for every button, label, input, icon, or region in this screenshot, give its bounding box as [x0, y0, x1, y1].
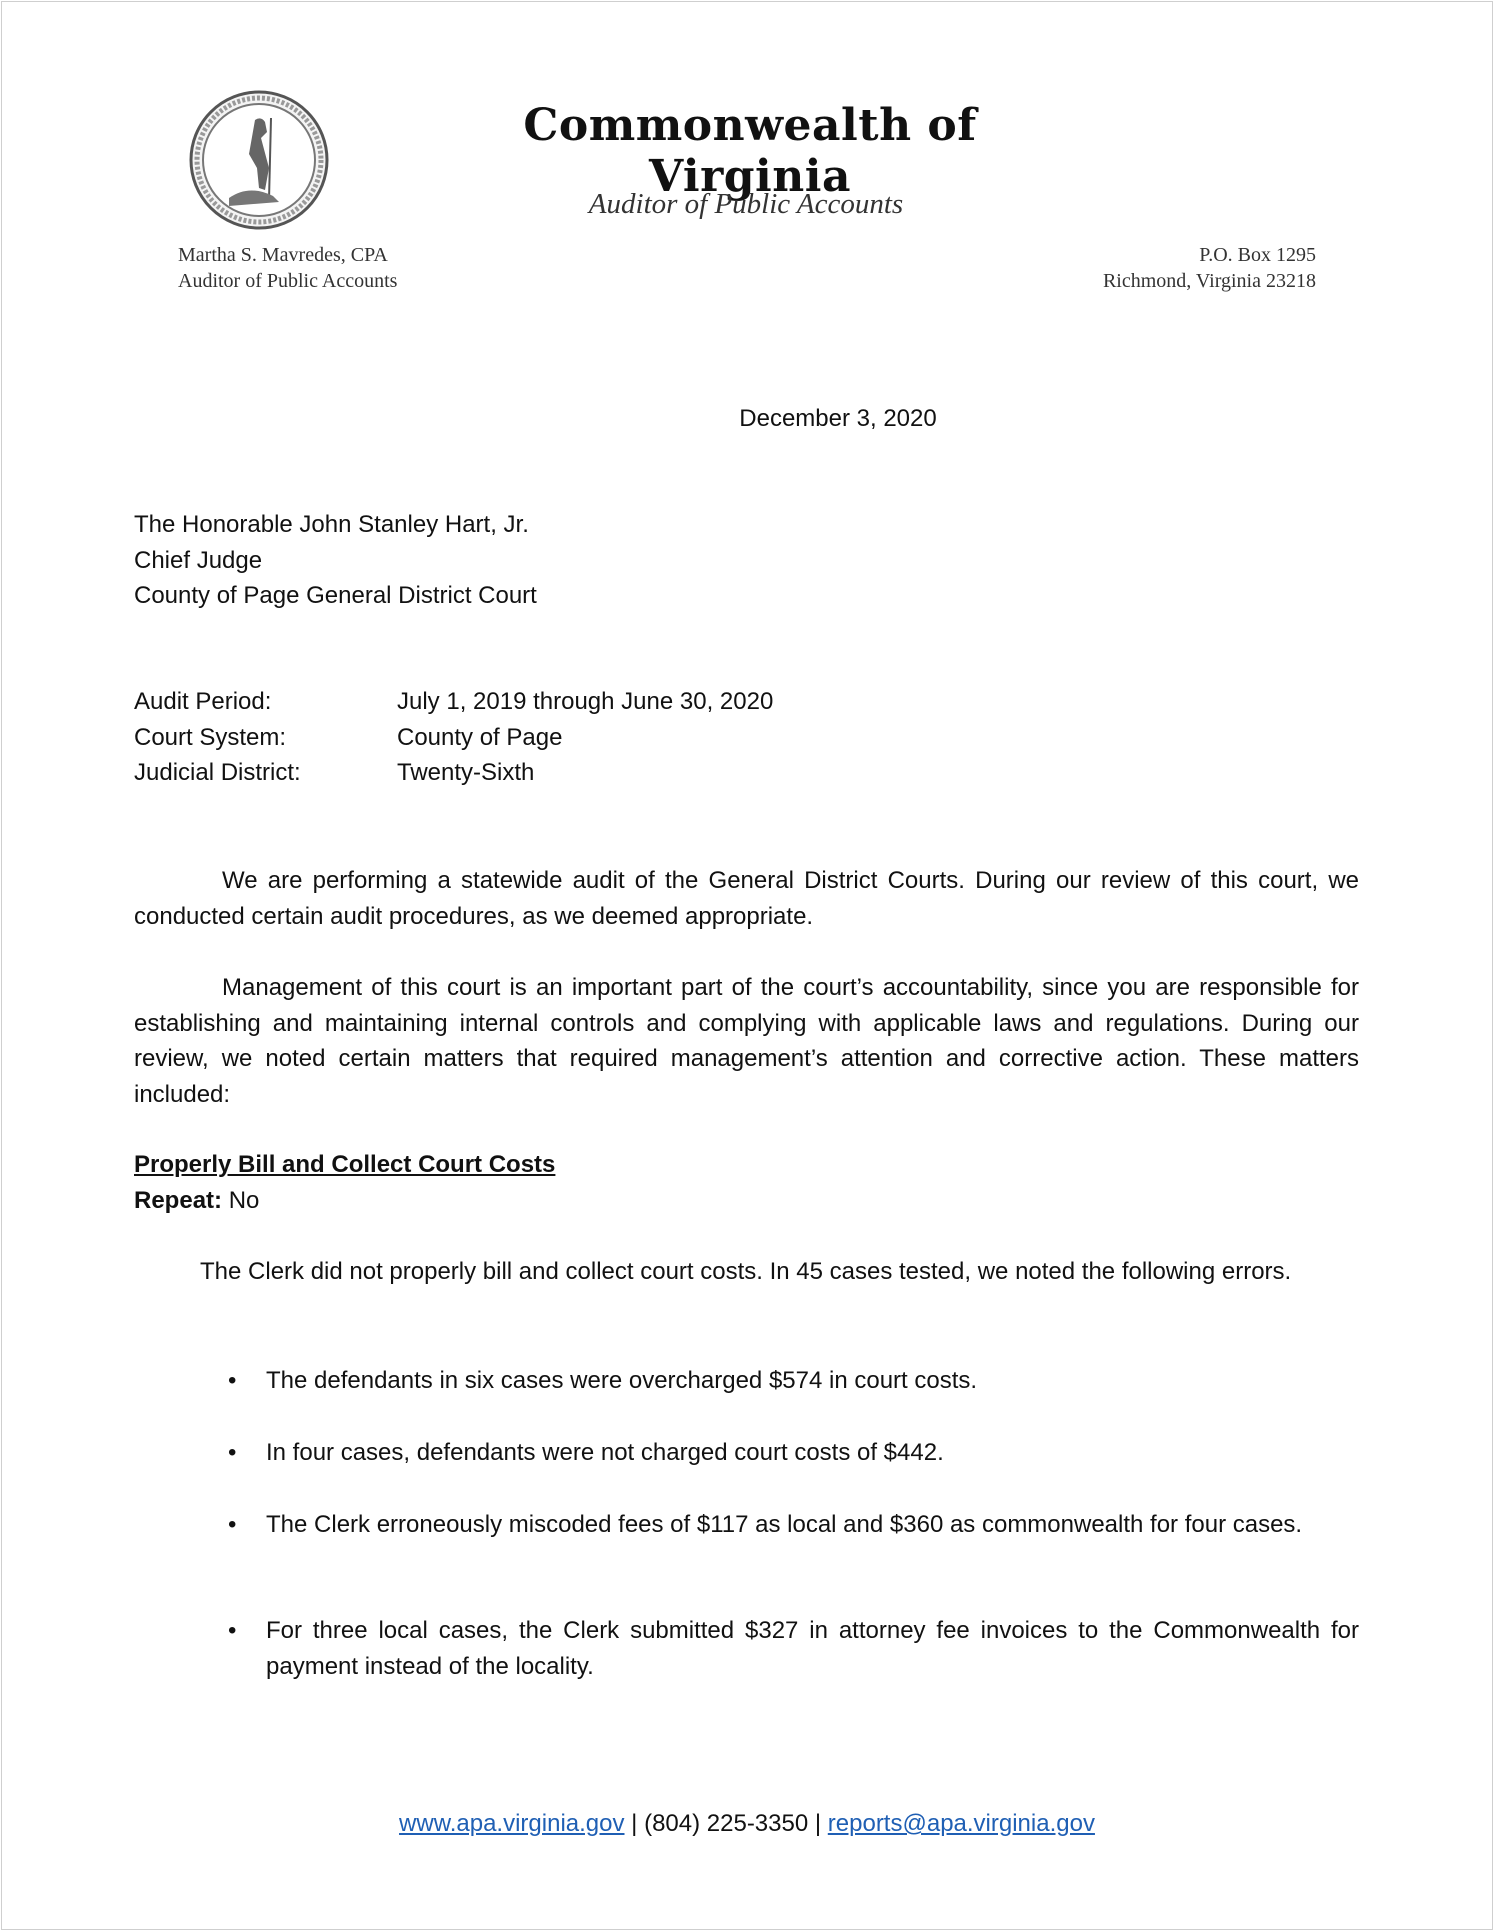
bullet-text: The defendants in six cases were overcharged $574 in court costs. [266, 1367, 978, 1394]
paragraph-1-text: We are performing a statewide audit of the General District Courts. During our review of this court, we conducted certain audit procedures, as we deemed appropriate. [134, 867, 1359, 930]
recipient-title: Chief Judge [134, 546, 263, 574]
finding-intro-text: The Clerk did not properly bill and collect court costs. In 45 cases tested, we noted the following errors. [200, 1258, 1292, 1285]
bullet-icon: • [228, 1439, 237, 1466]
bullet-item [228, 1613, 1359, 1684]
audit-info [134, 684, 1359, 791]
email-link[interactable]: reports@apa.virginia.gov [827, 1810, 1095, 1837]
sender-name: Martha S. Mavredes, CPA [178, 244, 388, 266]
finding-heading: Properly Bill and Collect Court Costs [134, 1151, 556, 1178]
court-system-label: Court System: [134, 723, 287, 751]
judicial-district-label: Judicial District: [134, 759, 301, 787]
letterhead-subtitle: Auditor of Public Accounts [588, 188, 904, 220]
virginia-seal-logo [189, 90, 329, 230]
paragraph-2-text: Management of this court is an important part of the court’s accountability, since you are responsible for establishing and maintaining internal controls and complying with applicable laws and regulations. During our review, we noted certain matters that required management’s attention and corrective action. These matters included: [134, 974, 1359, 1109]
phone-number: (804) 225-3350 [644, 1810, 809, 1837]
po-box: P.O. Box 1295 [1199, 244, 1316, 266]
footer [0, 1806, 1494, 1842]
judicial-district-row [134, 755, 1359, 791]
bullet-text: For three local cases, the Clerk submitted $327 in attorney fee invoices to the Commonwealth for payment instead of the locality. [266, 1617, 1359, 1680]
letter-date: December 3, 2020 [739, 405, 937, 432]
bullet-text: The Clerk erroneously miscoded fees of $117 as local and $360 as commonwealth for four cases. [266, 1511, 1303, 1538]
bullet-icon: • [228, 1511, 237, 1538]
court-system-row [134, 720, 1359, 756]
repeat-label: Repeat: [134, 1186, 223, 1214]
bullet-icon: • [228, 1617, 237, 1644]
finding-header [134, 1147, 1359, 1218]
repeat-value: No [228, 1186, 260, 1214]
recipient-block [134, 507, 1359, 614]
audit-period-row [134, 684, 1359, 720]
sender-address [178, 242, 397, 294]
judicial-district-value: Twenty-Sixth [397, 759, 535, 787]
sender-title: Auditor of Public Accounts [178, 270, 398, 292]
bullet-icon: • [228, 1367, 237, 1394]
audit-period-label: Audit Period: [134, 688, 272, 715]
mailing-address [1103, 242, 1316, 294]
bullet-text: In four cases, defendants were not charged court costs of $442. [266, 1439, 944, 1466]
footer-separator: | [631, 1810, 638, 1837]
bullet-item [228, 1435, 1359, 1471]
footer-separator: | [814, 1810, 822, 1837]
bullet-item [228, 1507, 1359, 1543]
city-state-zip: Richmond, Virginia 23218 [1102, 270, 1316, 292]
audit-period-value: July 1, 2019 through June 30, 2020 [397, 688, 774, 715]
website-link[interactable]: www.apa.virginia.gov [399, 1810, 625, 1837]
paragraph-2 [134, 970, 1359, 1113]
finding-intro [134, 1254, 1359, 1290]
recipient-court: County of Page General District Court [134, 582, 537, 610]
letterhead-title: Commonwealth of Virginia [523, 100, 977, 202]
recipient-name: The Honorable John Stanley Hart, Jr. [134, 511, 529, 538]
court-system-value: County of Page [397, 723, 563, 751]
bullet-item [228, 1363, 1359, 1399]
paragraph-1 [134, 863, 1359, 934]
repeat-line [134, 1183, 1359, 1219]
